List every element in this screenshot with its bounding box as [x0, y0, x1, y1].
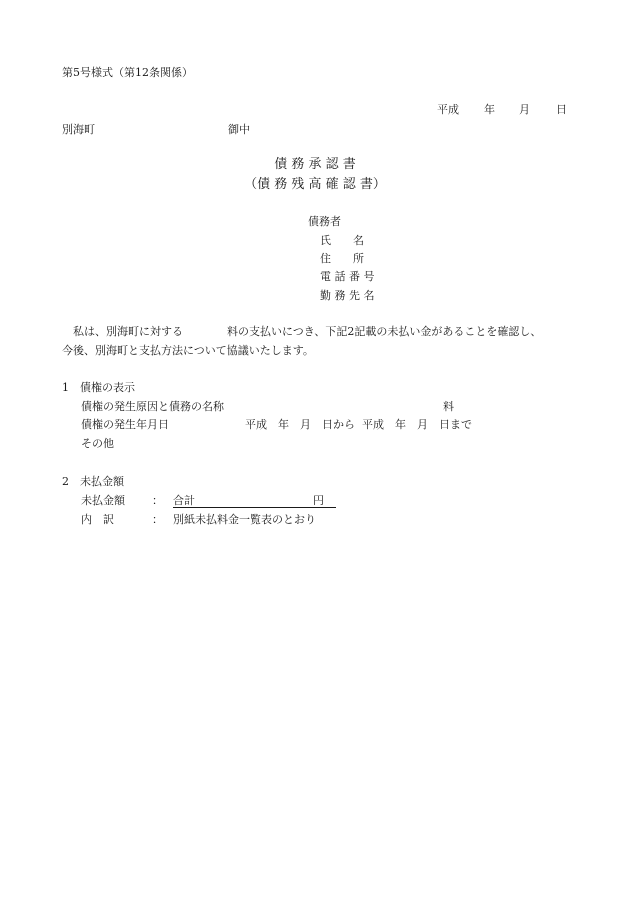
- claim-other: その他: [81, 437, 114, 450]
- claim-cause-label: 債権の発生原因と債務の名称: [81, 400, 224, 413]
- date-day: 日: [556, 103, 567, 116]
- body-line-2: 今後、別海町と支払方法について協議いたします。: [62, 344, 314, 357]
- document-subtitle: （債 務 残 高 確 認 書）: [244, 177, 386, 192]
- debtor-heading: 債務者: [308, 215, 341, 228]
- debtor-workplace-label: 勤 務 先 名: [320, 289, 375, 302]
- debtor-address-label: 住 所: [320, 252, 364, 265]
- section1-heading: 1 債権の表示: [62, 381, 135, 394]
- breakdown-label: 内 訳: [81, 513, 114, 526]
- amount-label: 未払金額: [81, 494, 125, 507]
- amount-colon: ：: [152, 494, 163, 507]
- debtor-phone-label: 電 話 番 号: [320, 270, 375, 283]
- claim-period-to: 平成 年 月 日まで: [362, 418, 472, 431]
- amount-total-label: 合計: [173, 494, 195, 507]
- recipient-name: 別海町: [62, 123, 95, 136]
- body-line-1: 私は、別海町に対する 料の支払いにつき、下記2記載の未払い金があることを確認し、: [73, 325, 542, 338]
- breakdown-value: 別紙未払料金一覧表のとおり: [173, 513, 316, 526]
- recipient-honorific: 御中: [228, 123, 250, 136]
- amount-yen: 円: [313, 494, 324, 507]
- claim-period-from: 平成 年 月 日から: [245, 418, 355, 431]
- date-month: 月: [519, 103, 530, 116]
- amount-total-field: [173, 495, 336, 508]
- claim-period-label: 債権の発生年月日: [81, 418, 169, 431]
- date-era: 平成: [437, 103, 459, 116]
- date-year: 年: [484, 103, 495, 116]
- document-title: 債 務 承 認 書: [274, 157, 356, 172]
- form-label: 第5号様式（第12条関係）: [62, 66, 193, 79]
- breakdown-colon: ：: [152, 513, 163, 526]
- claim-cause-suffix: 料: [443, 400, 454, 413]
- debtor-name-label: 氏 名: [320, 234, 364, 247]
- section2-heading: 2 未払金額: [62, 475, 124, 488]
